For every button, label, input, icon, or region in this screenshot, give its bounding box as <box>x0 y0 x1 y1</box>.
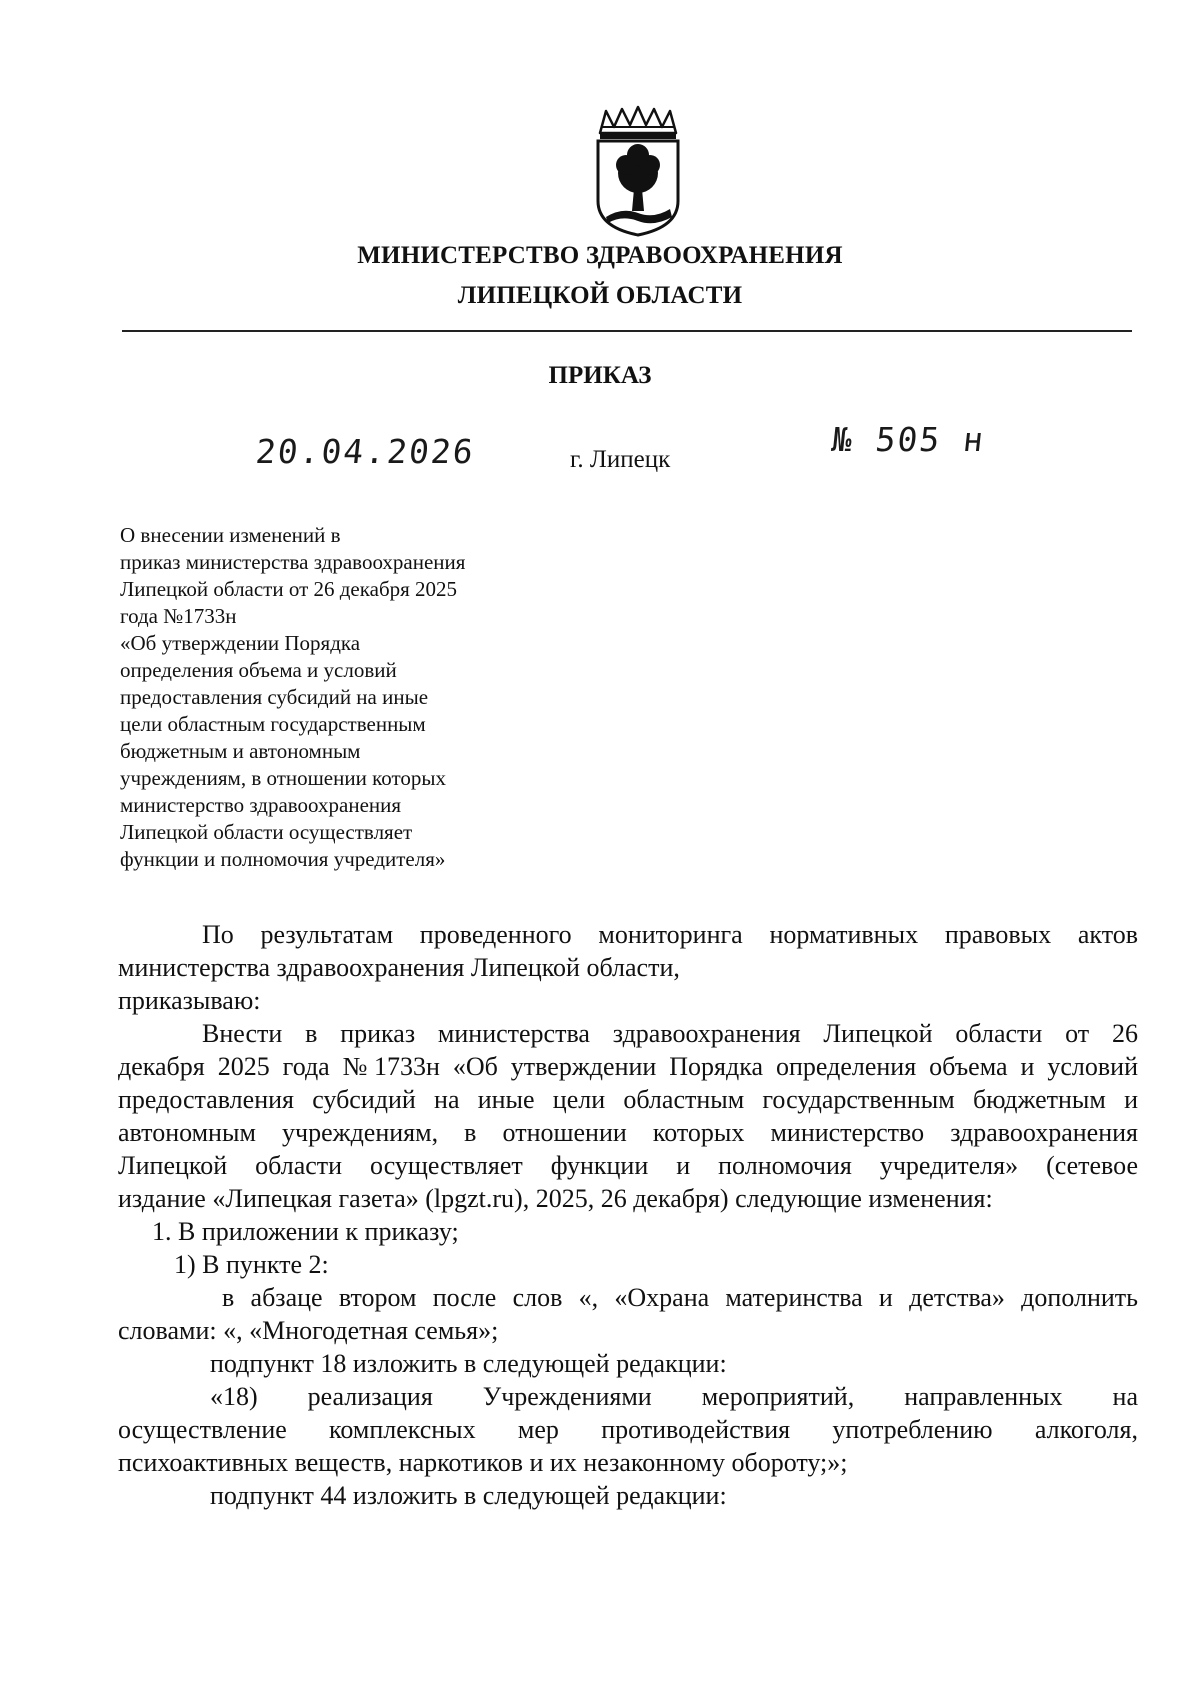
subject-line: учреждениям, в отношении которых <box>120 766 446 790</box>
subject-line: приказ министерства здравоохранения <box>120 550 466 574</box>
subject-line: предоставления субсидий на иные <box>120 685 429 709</box>
body-paragraph-line: подпункт 18 изложить в следующей редакции: <box>210 1349 727 1378</box>
subject-line: функции и полномочия учредителя» <box>120 847 446 871</box>
subject-line: Липецкой области осуществляет <box>120 820 413 844</box>
list-item: 1. В приложении к приказу; <box>152 1217 459 1246</box>
body-paragraph-line: Внести в приказ министерства здравоохранения Липецкой области от 26 <box>202 1019 1138 1048</box>
body-paragraph-line: осуществление комплексных мер противодействия употреблению алкоголя, <box>118 1415 1138 1444</box>
order-number: № 505 н <box>829 420 988 459</box>
body-paragraph-line: подпункт 44 изложить в следующей редакции: <box>210 1481 727 1510</box>
body-paragraph-line: словами: «, «Многодетная семья»; <box>118 1316 499 1345</box>
body-paragraph-line: министерства здравоохранения Липецкой области, <box>118 953 680 982</box>
directive-word: приказываю: <box>118 986 261 1015</box>
body-paragraph-line: Липецкой области осуществляет функции и полномочия учредителя» (сетевое <box>118 1151 1138 1180</box>
document-type-title: ПРИКАЗ <box>548 362 652 389</box>
body-paragraph-line: предоставления субсидий на иные цели областным государственным бюджетным и <box>118 1085 1138 1114</box>
subject-line: «Об утверждении Порядка <box>120 631 361 655</box>
order-subject <box>120 522 540 873</box>
lipetsk-coat-of-arms-icon <box>592 105 684 237</box>
body-paragraph-line: декабря 2025 года №1733н «Об утверждении Порядка определения объема и условий <box>118 1052 1138 1081</box>
subject-line: цели областным государственным <box>120 712 426 736</box>
body-paragraph-line: автономным учреждениям, в отношении которых министерство здравоохранения <box>118 1118 1138 1147</box>
order-body <box>118 918 1138 1512</box>
body-paragraph-line: психоактивных веществ, наркотиков и их незаконному обороту;»; <box>118 1448 848 1477</box>
ministry-name-line1: МИНИСТЕРСТВО ЗДРАВООХРАНЕНИЯ <box>357 242 843 269</box>
subject-line: Липецкой области от 26 декабря 2025 <box>120 577 458 601</box>
subject-line: бюджетным и автономным <box>120 739 361 763</box>
body-paragraph-line: По результатам проведенного мониторинга нормативных правовых актов <box>202 920 1138 949</box>
order-city: г. Липецк <box>570 446 671 473</box>
subject-line: года №1733н <box>120 604 237 628</box>
body-paragraph-line: в абзаце втором после слов «, «Охрана материнства и детства» дополнить <box>222 1283 1138 1312</box>
body-paragraph-line: издание «Липецкая газета» (lpgzt.ru), 2025, 26 декабря) следующие изменения: <box>118 1184 993 1213</box>
order-date: 20.04.2026 <box>253 432 477 471</box>
ministry-name-line2: ЛИПЕЦКОЙ ОБЛАСТИ <box>457 282 743 309</box>
subject-line: определения объема и условий <box>120 658 397 682</box>
subject-line: О внесении изменений в <box>120 523 341 547</box>
subject-line: министерство здравоохранения <box>120 793 402 817</box>
header-divider <box>122 330 1132 332</box>
list-subitem: 1) В пункте 2: <box>174 1250 329 1279</box>
body-paragraph-line: «18) реализация Учреждениями мероприятий, направленных на <box>210 1382 1138 1411</box>
